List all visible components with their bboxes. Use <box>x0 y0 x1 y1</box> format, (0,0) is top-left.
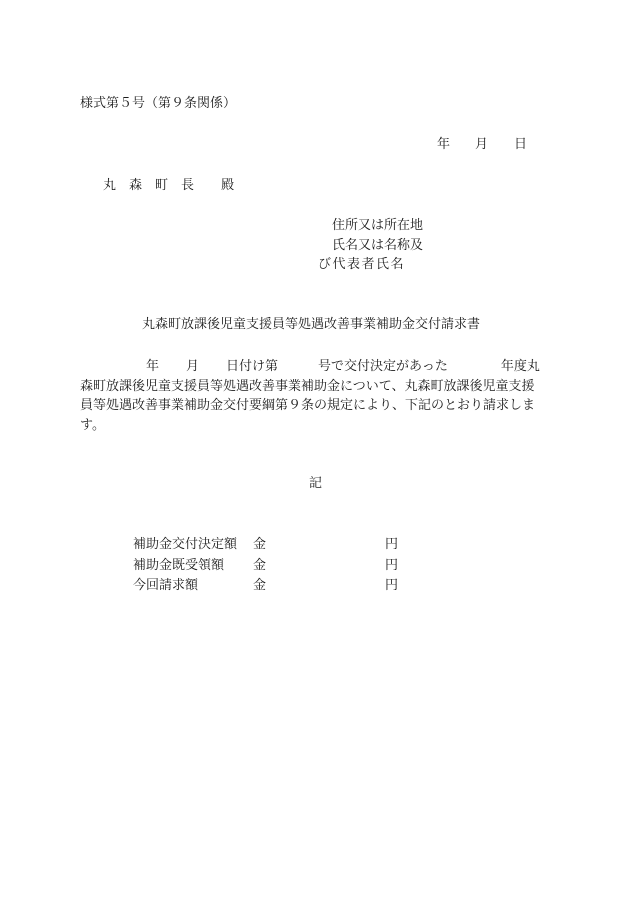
amount-label: 今回請求額 <box>133 578 199 593</box>
date-year-label: 年 <box>437 137 451 152</box>
body-line-2: 森町放課後児童支援員等処遇改善事業補助金について、丸森町放課後児童支援 <box>80 378 535 394</box>
ki-heading: 記 <box>309 476 323 491</box>
body-line-3: 員等処遇改善事業補助金交付要綱第９条の規定により、下記のとおり請求しま <box>80 398 536 413</box>
amount-unit: 円 <box>385 557 399 573</box>
body-fiscal-year: 年度丸 <box>500 359 540 374</box>
applicant-name-label-1: 氏名又は名称及 <box>332 237 424 253</box>
document-title: 丸森町放課後児童支援員等処遇改善事業補助金交付請求書 <box>142 317 481 332</box>
body-date-notice: 日付け第 <box>226 359 279 374</box>
date-day-label: 日 <box>514 137 528 152</box>
addressee-char-2: 森 <box>129 178 143 193</box>
body-month: 月 <box>186 359 200 374</box>
applicant-address-label: 住所又は所在地 <box>332 218 424 233</box>
body-line-4: す。 <box>80 417 105 433</box>
addressee-char-3: 町 <box>155 178 169 193</box>
addressee-honorific: 殿 <box>221 178 235 193</box>
applicant-name-label-2: び代表者氏名 <box>318 257 406 272</box>
addressee <box>103 179 234 192</box>
amount-unit: 円 <box>385 537 399 552</box>
amount-unit: 円 <box>385 578 399 593</box>
applicant-block <box>318 219 423 278</box>
body-line-1 <box>80 357 558 377</box>
amount-prefix: 金 <box>253 557 267 573</box>
addressee-char-4: 長 <box>181 178 195 193</box>
amount-label: 補助金交付決定額 <box>133 537 238 552</box>
body-paragraph <box>80 357 558 435</box>
body-number-part: 号で交付決定があった <box>318 359 448 374</box>
body-year: 年 <box>146 359 160 374</box>
amount-prefix: 金 <box>253 537 267 552</box>
amount-label: 補助金既受領額 <box>133 557 225 573</box>
form-number: 様式第５号（第９条関係） <box>80 96 237 111</box>
date-line <box>437 138 527 151</box>
amount-prefix: 金 <box>253 578 267 593</box>
addressee-char-1: 丸 <box>103 178 117 193</box>
date-month-label: 月 <box>475 137 489 152</box>
